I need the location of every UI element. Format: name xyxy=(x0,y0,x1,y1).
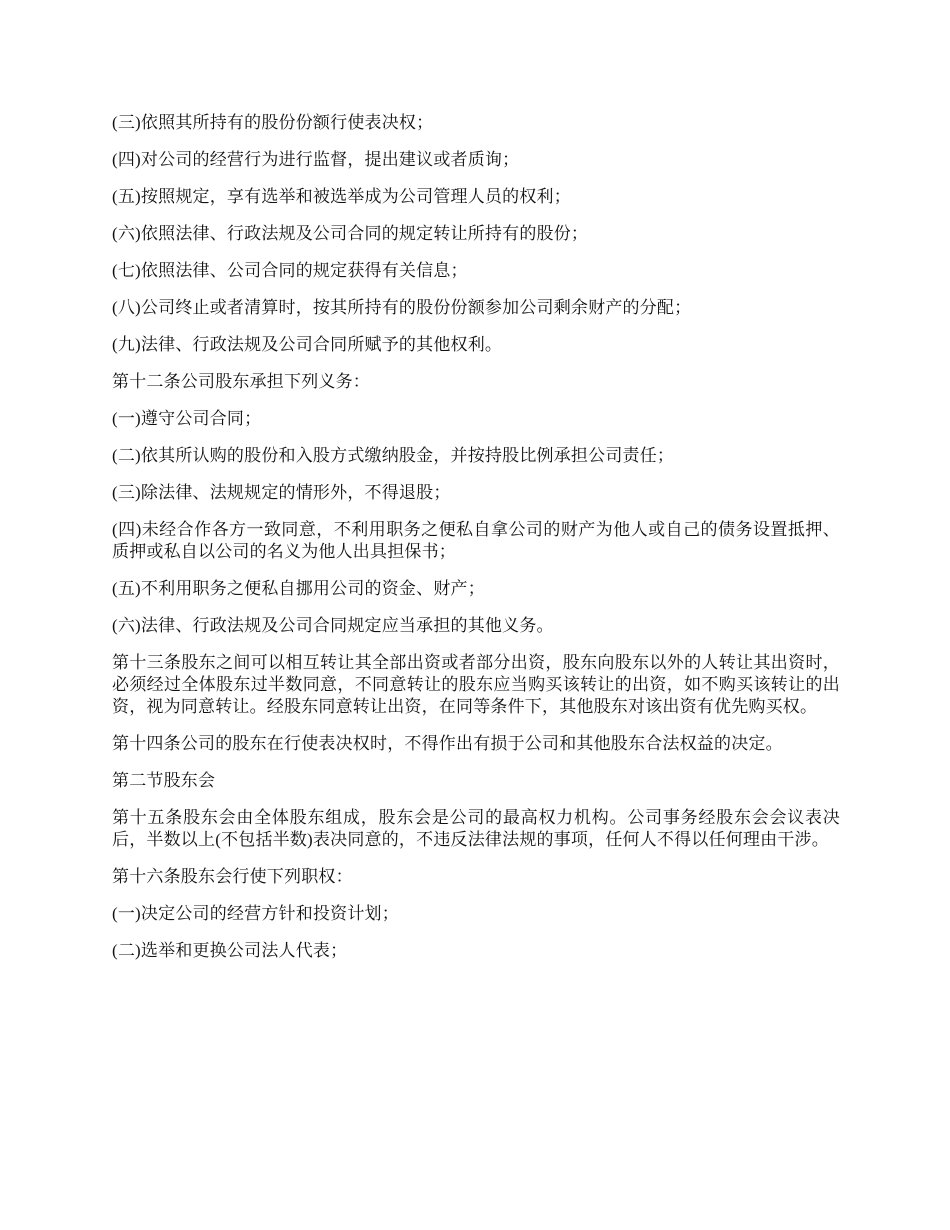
paragraph-power-1: (一)决定公司的经营方针和投资计划； xyxy=(112,904,399,923)
article-15-paragraph: 第十五条股东会由全体股东组成，股东会是公司的最高权力机构。公司事务经股东会会议表决后，半数以上(不包括半数)表决同意的，不违反法律法规的事项，任何人不得以任何理由干涉。 xyxy=(112,808,840,849)
paragraph-duty-6: (六)法律、行政法规及公司合同规定应当承担的其他义务。 xyxy=(112,616,554,635)
paragraph-duty-2: (二)依其所认购的股份和入股方式缴纳股金，并按持股比例承担公司责任； xyxy=(112,446,675,465)
article-14-paragraph: 第十四条公司的股东在行使表决权时，不得作出有损于公司和其他股东合法权益的决定。 xyxy=(112,734,783,753)
paragraph-right-4: (四)对公司的经营行为进行监督，提出建议或者质询； xyxy=(112,150,520,169)
paragraph-duty-1: (一)遵守公司合同； xyxy=(112,409,262,428)
document-page xyxy=(112,112,840,977)
paragraph-right-7: (七)依照法律、公司合同的规定获得有关信息； xyxy=(112,261,468,280)
article-12-heading: 第十二条公司股东承担下列义务： xyxy=(112,372,370,391)
paragraph-duty-4: (四)未经合作各方一致同意，不利用职务之便私自拿公司的财产为他人或自己的债务设置抵押、质押或私自以公司的名义为他人出具担保书； xyxy=(112,520,840,561)
article-16-heading: 第十六条股东会行使下列职权： xyxy=(112,867,353,886)
paragraph-duty-3: (三)除法律、法规规定的情形外，不得退股； xyxy=(112,483,451,502)
paragraph-right-8: (八)公司终止或者清算时，按其所持有的股份份额参加公司剩余财产的分配； xyxy=(112,298,692,317)
paragraph-right-6: (六)依照法律、行政法规及公司合同的规定转让所持有的股份； xyxy=(112,224,589,243)
article-13-paragraph: 第十三条股东之间可以相互转让其全部出资或者部分出资，股东向股东以外的人转让其出资时，必须经过全体股东过半数同意，不同意转让的股东应当购买该转让的出资，如不购买该转让的出资，视为同意转让。经股东同意转让出资，在同等条件下，其他股东对该出资有优先购买权。 xyxy=(112,653,840,716)
paragraph-right-9: (九)法律、行政法规及公司合同所赋予的其他权利。 xyxy=(112,335,503,354)
paragraph-power-2: (二)选举和更换公司法人代表； xyxy=(112,941,348,960)
paragraph-duty-5: (五)不利用职务之便私自挪用公司的资金、财产； xyxy=(112,579,485,598)
paragraph-right-5: (五)按照规定，享有选举和被选举成为公司管理人员的权利； xyxy=(112,187,571,206)
paragraph-right-3: (三)依照其所持有的股份份额行使表决权； xyxy=(112,113,434,132)
section-2-heading: 第二节股东会 xyxy=(112,771,216,790)
